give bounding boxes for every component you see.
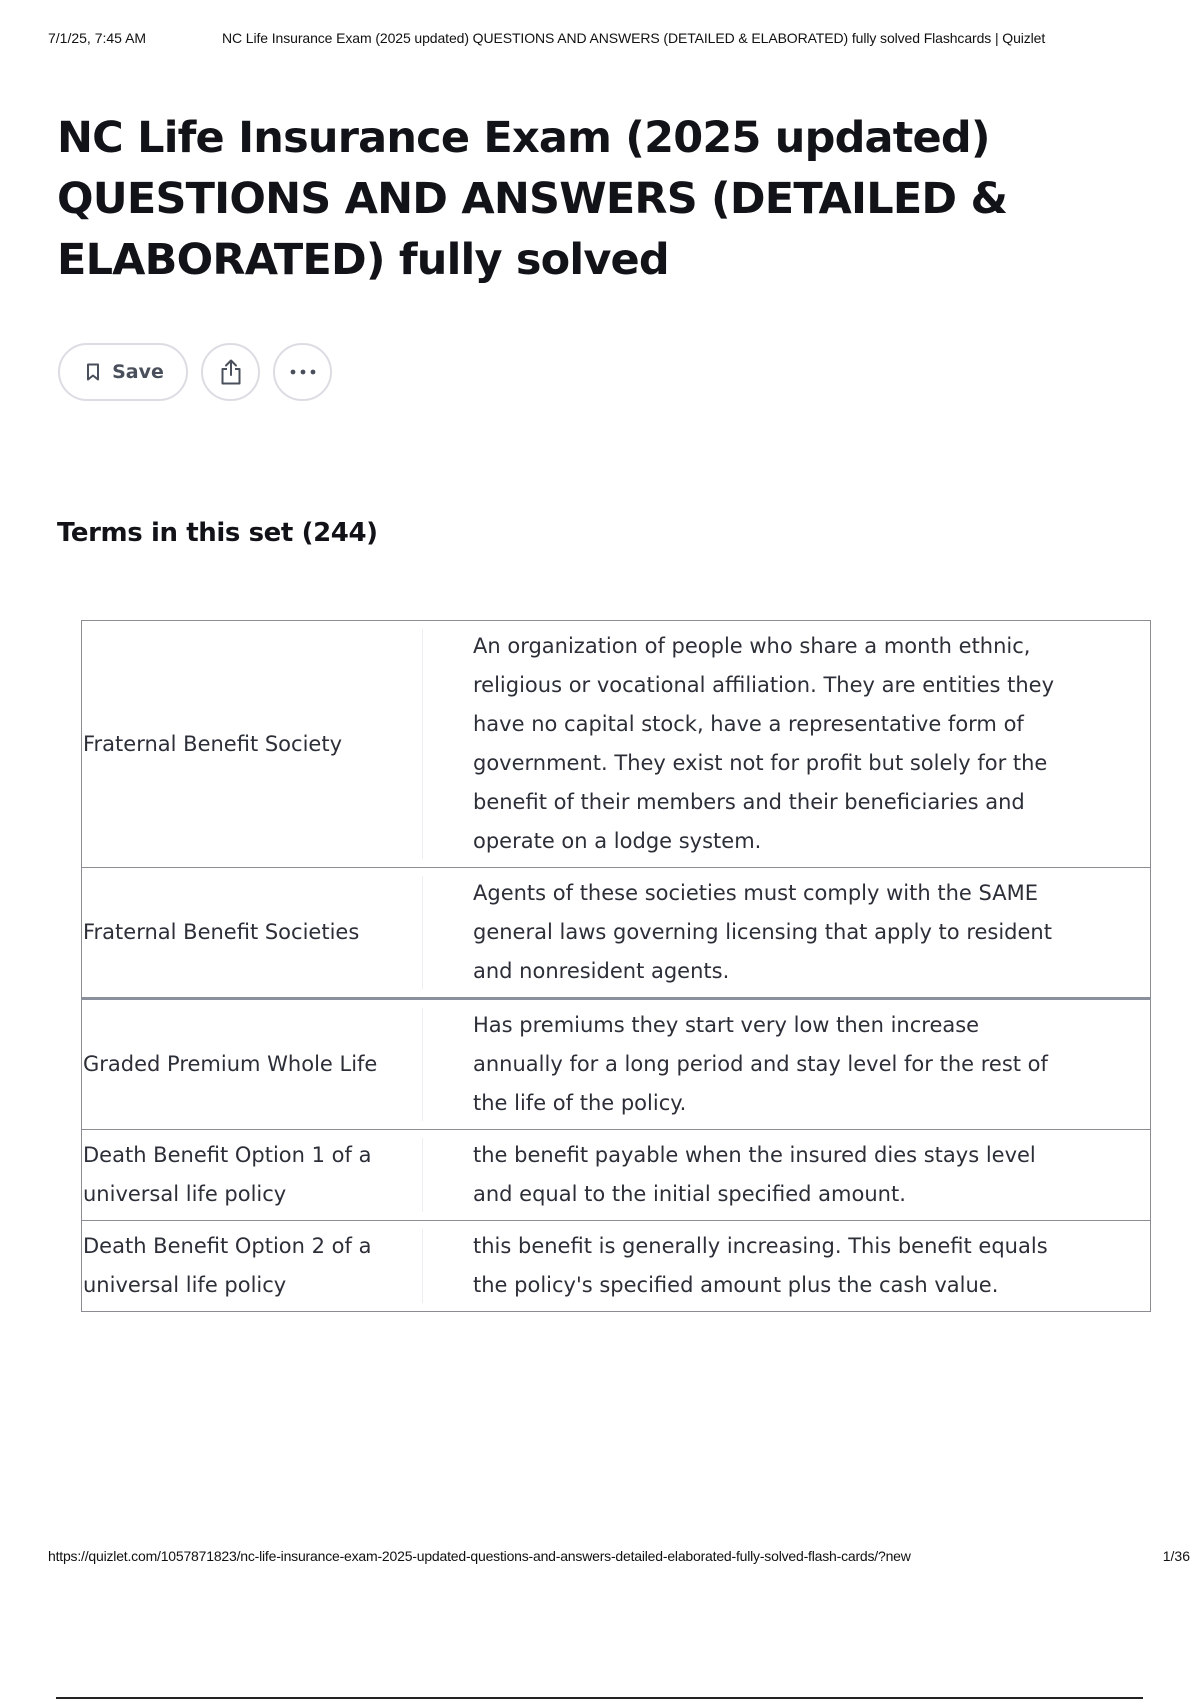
more-options-button[interactable] <box>273 343 332 401</box>
term-text: Fraternal Benefit Societies <box>82 868 424 999</box>
definition-text: the benefit payable when the insured dies stays level and equal to the initial specified amount. <box>473 1143 1036 1206</box>
terms-table <box>81 620 1151 1312</box>
term-text: Death Benefit Option 2 of a universal life policy <box>82 1221 424 1312</box>
term-row <box>82 868 1151 999</box>
definition-text: An organization of people who share a month ethnic, religious or vocational affiliation. They are entities they have no capital stock, have a representative form of government. They exist not for profit but solely for the benefit of their members and their beneficiaries and operate on a lodge system. <box>473 634 1055 853</box>
term-row <box>82 1130 1151 1221</box>
term-row <box>82 999 1151 1130</box>
share-icon <box>219 358 243 386</box>
term-text: Graded Premium Whole Life <box>82 999 424 1130</box>
save-button-label: Save <box>112 361 164 383</box>
terms-heading: Terms in this set (244) <box>57 518 378 548</box>
bookmark-icon <box>86 363 100 381</box>
term-text: Death Benefit Option 1 of a universal life policy <box>82 1130 424 1221</box>
print-doc-title: NC Life Insurance Exam (2025 updated) QUESTIONS AND ANSWERS (DETAILED & ELABORATED) fully solved Flashcards | Quizlet <box>222 30 1046 46</box>
page-title: NC Life Insurance Exam (2025 updated) QUESTIONS AND ANSWERS (DETAILED & ELABORATED) fully solved <box>57 113 1008 285</box>
term-text: Fraternal Benefit Society <box>82 621 424 868</box>
definition-text: Has premiums they start very low then increase annually for a long period and stay level for the rest of the life of the policy. <box>473 1013 1048 1115</box>
print-url: https://quizlet.com/1057871823/nc-life-insurance-exam-2025-updated-questions-and-answers-detailed-elaborated-fully-solved-flash-cards/?new <box>48 1548 911 1564</box>
term-row <box>82 621 1151 868</box>
share-button[interactable] <box>201 343 260 401</box>
page-divider <box>56 1697 1143 1699</box>
print-datetime: 7/1/25, 7:45 AM <box>48 30 147 46</box>
page-number: 1/36 <box>1162 1548 1190 1564</box>
definition-text: Agents of these societies must comply with the SAME general laws governing licensing that apply to resident and nonresident agents. <box>473 881 1052 983</box>
term-row <box>82 1221 1151 1312</box>
definition-text: this benefit is generally increasing. This benefit equals the policy's specified amount plus the cash value. <box>473 1234 1048 1297</box>
save-button[interactable] <box>58 343 188 401</box>
print-header <box>48 30 1190 50</box>
more-icon <box>290 369 316 375</box>
print-footer <box>48 1548 1190 1568</box>
